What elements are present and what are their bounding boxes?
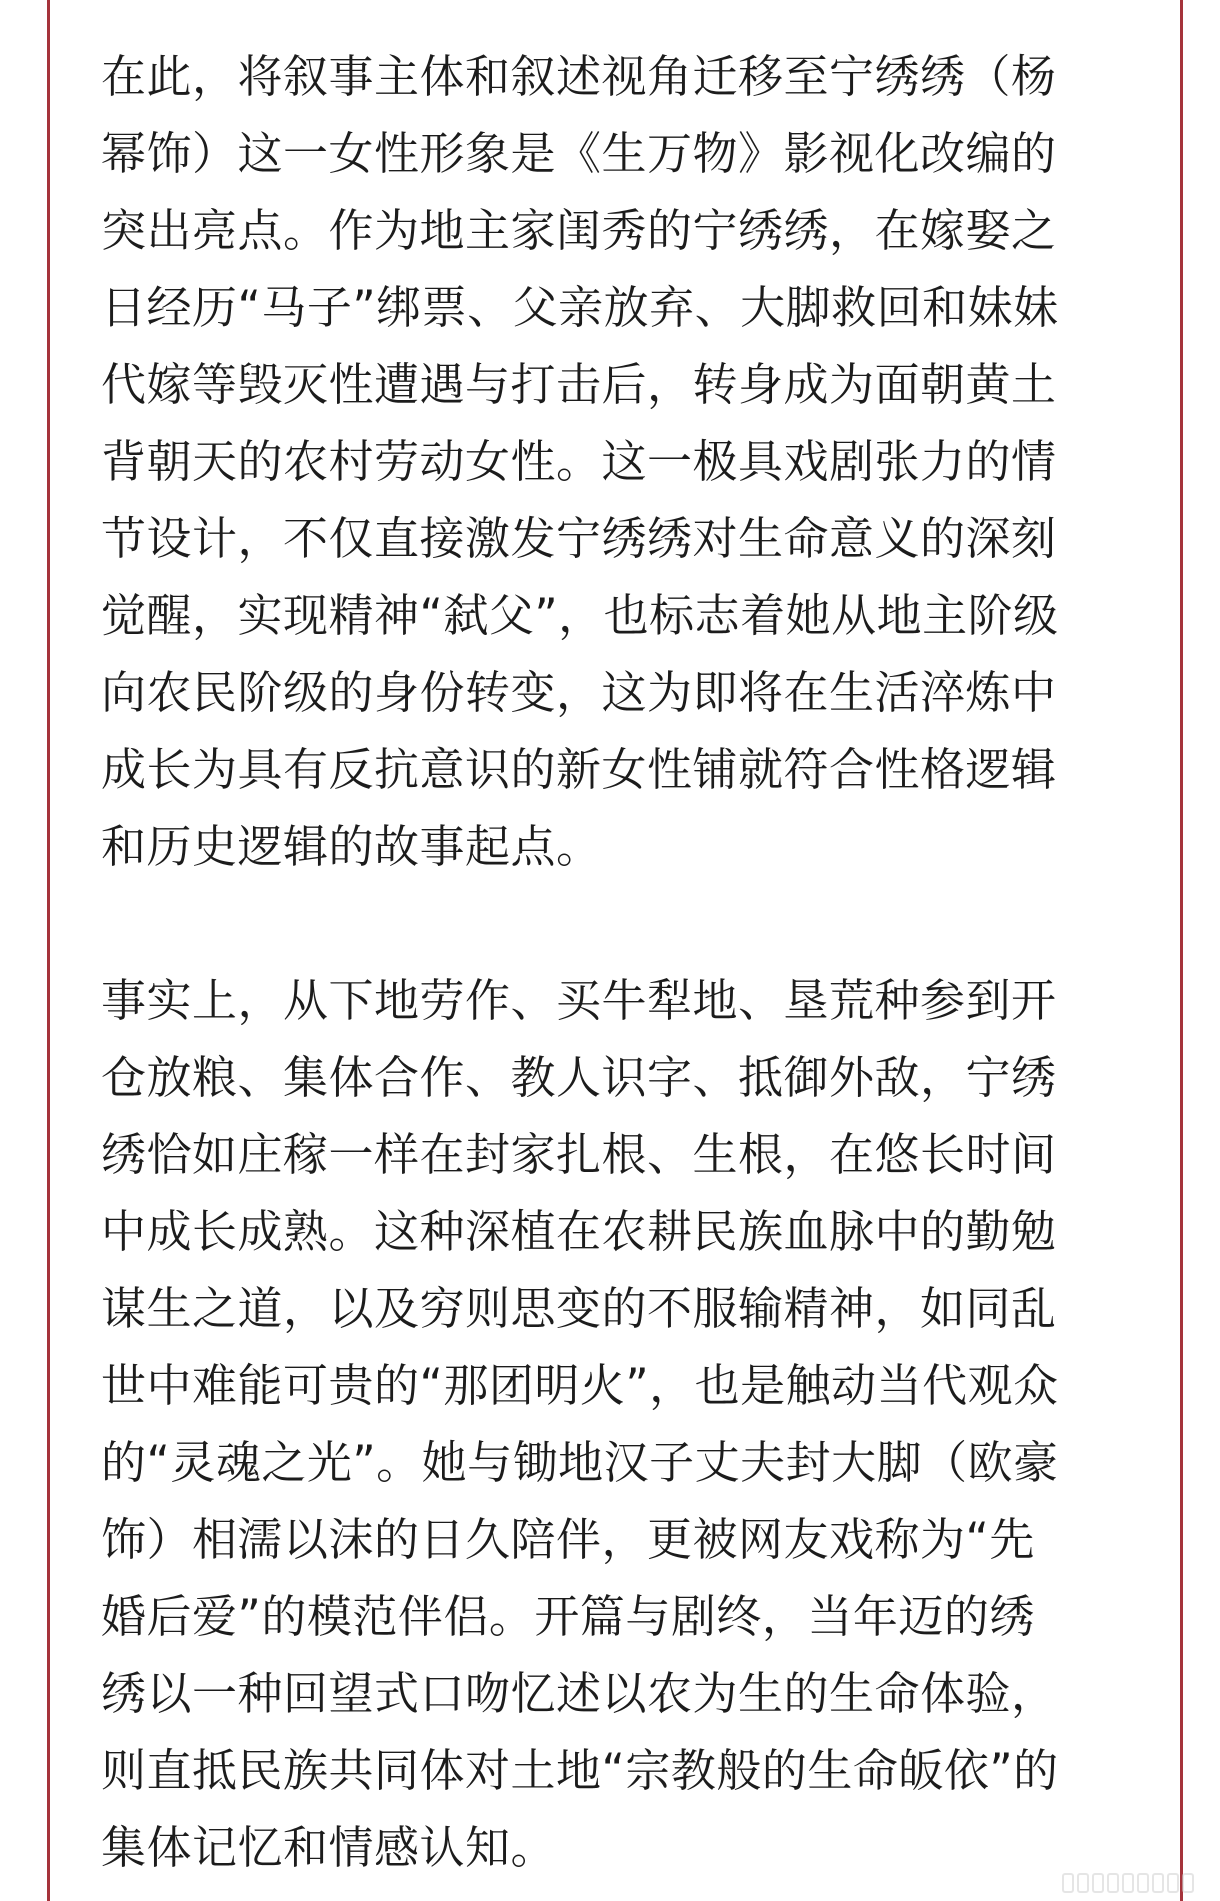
- watermark-glyph-icon: [1077, 1873, 1089, 1893]
- text-line: 绣以一种回望式口吻忆述以农为生的生命体验，: [101, 1667, 1057, 1720]
- text-line: 绣恰如庄稼一样在封家扎根、生根，在悠长时间: [101, 1128, 1057, 1181]
- text-line: 向农民阶级的身份转变，这为即将在生活淬炼中: [101, 666, 1057, 719]
- text-line: 觉醒，实现精神“弑父”，也标志着她从地主阶级: [101, 589, 1059, 642]
- watermark-glyph-icon: [1107, 1873, 1119, 1893]
- watermark-glyph-icon: [1182, 1873, 1194, 1893]
- text-line: 节设计，不仅直接激发宁绣绣对生命意义的深刻: [101, 512, 1057, 565]
- text-line: 背朝天的农村劳动女性。这一极具戏剧张力的情: [101, 435, 1057, 488]
- text-line: 集体记忆和情感认知。: [101, 1821, 557, 1874]
- paragraph-1: [101, 38, 1116, 885]
- text-line: 中成长成熟。这种深植在农耕民族血脉中的勤勉: [101, 1205, 1057, 1258]
- text-line: 世中难能可贵的“那团明火”，也是触动当代观众: [101, 1359, 1059, 1412]
- text-line: 和历史逻辑的故事起点。: [101, 820, 602, 873]
- watermark: [1062, 1869, 1212, 1897]
- text-line: 饰）相濡以沫的日久陪伴，更被网友戏称为“先: [101, 1513, 1035, 1566]
- left-border-line: [47, 0, 50, 1901]
- text-line: 谋生之道，以及穷则思变的不服输精神，如同乱: [101, 1282, 1057, 1335]
- watermark-glyph-icon: [1167, 1873, 1179, 1893]
- right-border-line: [1180, 0, 1183, 1901]
- watermark-glyph-icon: [1152, 1873, 1164, 1893]
- text-line: 代嫁等毁灭性遭遇与打击后，转身成为面朝黄土: [101, 358, 1057, 411]
- text-line: 婚后爱”的模范伴侣。开篇与剧终，当年迈的绣: [101, 1590, 1035, 1643]
- watermark-glyph-icon: [1137, 1873, 1149, 1893]
- paragraph-spacer: [101, 885, 1116, 962]
- text-line: 仓放粮、集体合作、教人识字、抵御外敌，宁绣: [101, 1051, 1057, 1104]
- text-line: 的“灵魂之光”。她与锄地汉子丈夫封大脚（欧豪: [101, 1436, 1059, 1489]
- text-line: 幂饰）这一女性形象是《生万物》影视化改编的: [101, 127, 1057, 180]
- watermark-glyph-icon: [1092, 1873, 1104, 1893]
- text-line: 成长为具有反抗意识的新女性铺就符合性格逻辑: [101, 743, 1057, 796]
- text-line: 事实上，从下地劳作、买牛犁地、垦荒种参到开: [101, 974, 1057, 1027]
- watermark-glyph-icon: [1122, 1873, 1134, 1893]
- article-body: [101, 38, 1116, 1886]
- text-line: 则直抵民族共同体对土地“宗教般的生命皈依”的: [101, 1744, 1059, 1797]
- paragraph-2: [101, 962, 1116, 1886]
- text-line: 日经历“马子”绑票、父亲放弃、大脚救回和妹妹: [101, 281, 1059, 334]
- watermark-glyph-icon: [1062, 1873, 1074, 1893]
- text-line: 突出亮点。作为地主家闺秀的宁绣绣，在嫁娶之: [101, 204, 1057, 257]
- text-line: 在此，将叙事主体和叙述视角迁移至宁绣绣（杨: [101, 50, 1057, 103]
